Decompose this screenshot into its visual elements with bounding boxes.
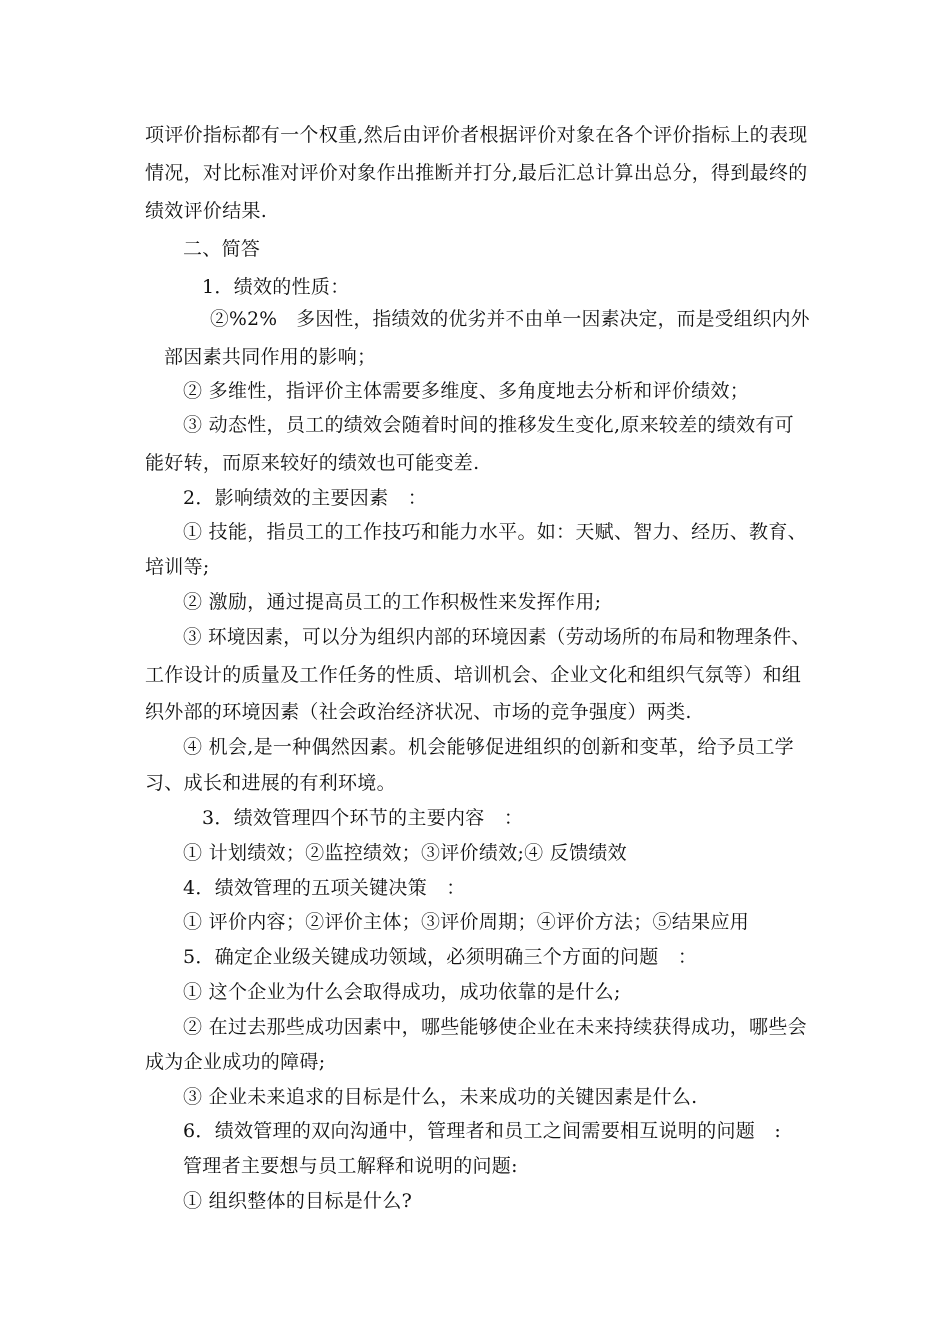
body-text-line: ① 评价内容；②评价主体；③评价周期；④评价方法；⑤结果应用 <box>183 911 750 933</box>
body-text-line: ③ 动态性，员工的绩效会随着时间的推移发生变化,原来较差的绩效有可 <box>183 414 794 436</box>
body-text-line: 织外部的环境因素（社会政治经济状况、市场的竞争强度）两类. <box>145 701 692 723</box>
body-text-line: 管理者主要想与员工解释和说明的问题: <box>183 1155 518 1177</box>
body-text-line: 工作设计的质量及工作任务的性质、培训机会、企业文化和组织气氛等）和组 <box>145 664 802 686</box>
body-text-line: ③ 环境因素，可以分为组织内部的环境因素（劳动场所的布局和物理条件、 <box>183 626 811 648</box>
body-text-line: ④ 机会,是一种偶然因素。机会能够促进组织的创新和变革，给予员工学 <box>183 736 794 758</box>
body-text-line: 绩效评价结果. <box>145 200 268 222</box>
body-text-line: ① 技能，指员工的工作技巧和能力水平。如：天赋、智力、经历、教育、 <box>183 521 807 543</box>
question-heading: 4．绩效管理的五项关键决策 ： <box>183 877 466 899</box>
body-text-line: ① 计划绩效；②监控绩效；③评价绩效;④ 反馈绩效 <box>183 842 627 864</box>
question-heading: 1．绩效的性质： <box>202 276 350 298</box>
body-text-line: ② 在过去那些成功因素中，哪些能够使企业在未来持续获得成功，哪些会 <box>183 1016 807 1038</box>
body-text-line: 能好转，而原来较好的绩效也可能变差. <box>145 452 480 474</box>
body-text-line: 成为企业成功的障碍; <box>145 1051 326 1073</box>
body-text-line: 部因素共同作用的影响； <box>164 346 377 368</box>
question-heading: 3．绩效管理四个环节的主要内容 ： <box>202 807 524 829</box>
body-text-line: ③ 企业未来追求的目标是什么，未来成功的关键因素是什么. <box>183 1086 698 1108</box>
body-text-line: 情况，对比标准对评价对象作出推断并打分,最后汇总计算出总分，得到最终的 <box>145 162 808 184</box>
body-text-line: ① 组织整体的目标是什么? <box>183 1190 413 1212</box>
body-text-line: 项评价指标都有一个权重,然后由评价者根据评价对象在各个评价指标上的表现 <box>145 124 808 146</box>
body-text-line: 培训等; <box>145 556 210 578</box>
question-heading: 5．确定企业级关键成功领域，必须明确三个方面的问题 ： <box>183 946 698 968</box>
body-text-line: ② 激励，通过提高员工的工作积极性来发挥作用; <box>183 591 602 613</box>
body-text-line: ① 这个企业为什么会取得成功，成功依靠的是什么; <box>183 981 621 1003</box>
body-text-line: 习、成长和进展的有利环境。 <box>145 772 396 794</box>
question-heading: 6．绩效管理的双向沟通中，管理者和员工之间需要相互说明的问题 : <box>183 1120 782 1142</box>
question-heading: 2．影响绩效的主要因素 ： <box>183 487 427 509</box>
body-text-line: ② 多维性，指评价主体需要多维度、多角度地去分析和评价绩效； <box>183 380 750 402</box>
body-text-line: ②%2% 多因性，指绩效的优劣并不由单一因素决定，而是受组织内外 <box>210 308 810 330</box>
section-heading: 二、简答 <box>183 238 261 260</box>
